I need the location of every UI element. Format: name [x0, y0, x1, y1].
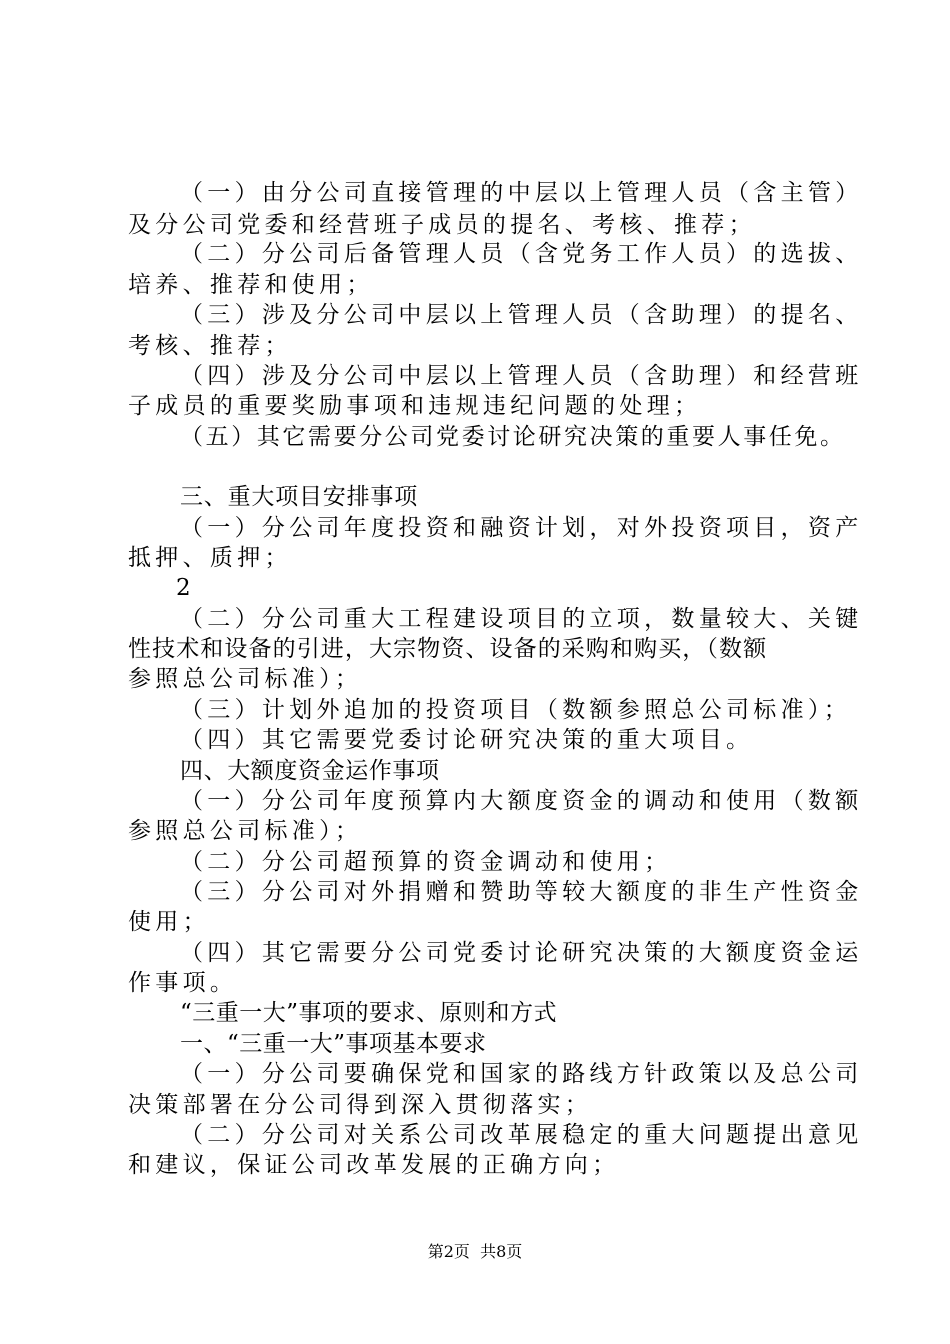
page-indicator: 第2页 共8页 [427, 1242, 523, 1261]
text-line: （一）由分公司直接管理的中层以上管理人员（含主管） [180, 180, 863, 206]
text-line: 抵押、质押； [128, 545, 292, 571]
text-line: （三）涉及分公司中层以上管理人员（含助理）的提名、 [180, 302, 863, 328]
text-line: 性技术和设备的引进，大宗物资、设备的采购和购买，（数额 [128, 636, 768, 662]
text-line: （二）分公司超预算的资金调动和使用； [180, 849, 672, 875]
section-heading: 四、大额度资金运作事项 [180, 758, 440, 784]
text-line: （五）其它需要分公司党委讨论研究决策的重要人事任免。 [180, 424, 846, 450]
section-heading: 一、“三重一大”事项基本要求 [180, 1031, 487, 1057]
text-line: 考核、推荐； [128, 333, 292, 359]
text-line: 决策部署在分公司得到深入贯彻落实； [128, 1092, 593, 1118]
text-line: （四）其它需要分公司党委讨论研究决策的大额度资金运 [180, 940, 863, 966]
text-line: （一）分公司年度投资和融资计划，对外投资项目，资产 [180, 515, 863, 541]
text-line: （二）分公司后备管理人员（含党务工作人员）的选拔、 [180, 241, 863, 267]
text-line: （三）分公司对外捐赠和赞助等较大额度的非生产性资金 [180, 879, 863, 905]
text-line: （一）分公司要确保党和国家的路线方针政策以及总公司 [180, 1061, 863, 1087]
text-line: 和建议，保证公司改革发展的正确方向； [128, 1152, 620, 1178]
text-line: （一）分公司年度预算内大额度资金的调动和使用（数额 [180, 788, 863, 814]
text-line: 作事项。 [128, 970, 238, 996]
text-line: （四）涉及分公司中层以上管理人员（含助理）和经营班 [180, 363, 863, 389]
text-line: （二）分公司重大工程建设项目的立项，数量较大、关键 [180, 606, 863, 632]
text-line: 参照总公司标准）； [128, 666, 363, 692]
section-heading: 三、重大项目安排事项 [180, 484, 418, 510]
text-line: （二）分公司对关系公司改革展稳定的重大问题提出意见 [180, 1122, 863, 1148]
text-line: 子成员的重要奖励事项和违规违纪问题的处理； [128, 393, 702, 419]
page-number-marker: 2 [176, 575, 191, 601]
section-heading: “三重一大”事项的要求、原则和方式 [180, 1000, 558, 1026]
text-line: 使用； [128, 909, 210, 935]
page-footer [0, 1242, 950, 1262]
text-line: （三）计划外追加的投资项目（数额参照总公司标准）； [180, 697, 851, 723]
text-line: 培养、推荐和使用； [128, 272, 374, 298]
text-line: 及分公司党委和经营班子成员的提名、考核、推荐； [128, 212, 756, 238]
text-line: （四）其它需要党委讨论研究决策的重大项目。 [180, 727, 754, 753]
text-line: 参照总公司标准）； [128, 818, 363, 844]
